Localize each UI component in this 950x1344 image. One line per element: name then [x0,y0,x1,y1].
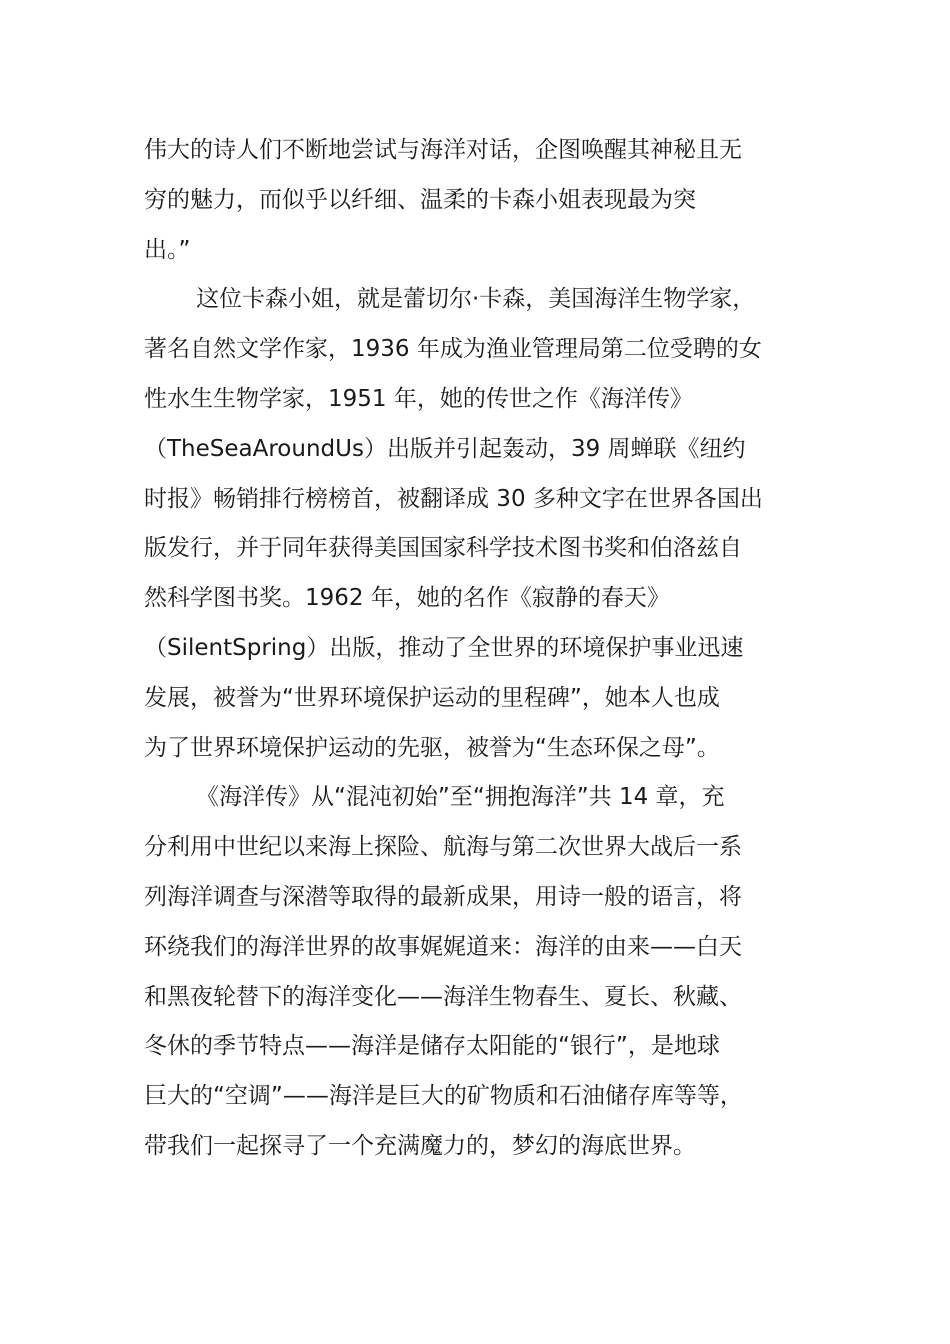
text-line: 和黑夜轮替下的海洋变化——海洋生物春生、夏长、秋藏、 [144,983,742,1010]
text-line: 分利用中世纪以来海上探险、航海与第二次世界大战后一系 [144,834,742,861]
text-line: 环绕我们的海洋世界的故事娓娓道来：海洋的由来——白天 [144,933,742,960]
text-line: 然科学图书奖。1962 年，她的名作《寂静的春天》 [144,585,670,612]
text-line: 伟大的诗人们不断地尝试与海洋对话，企图唤醒其神秘且无 [144,137,742,163]
text-line: （TheSeaAroundUs）出版并引起轰动，39 周蝉联《纽约 [144,435,746,462]
text-line: 列海洋调查与深潜等取得的最新成果，用诗一般的语言，将 [144,883,742,910]
body-text [144,126,824,1172]
paragraph-start-line: 这位卡森小姐，就是蕾切尔·卡森，美国海洋生物学家， [196,286,756,313]
text-line: 穷的魅力，而似乎以纤细、温柔的卡森小姐表现最为突 [144,186,696,213]
text-line: 版发行，并于同年获得美国国家科学技术图书奖和伯洛兹自 [144,535,742,562]
text-line: 著名自然文学作家，1936 年成为渔业管理局第二位受聘的女 [144,336,762,363]
text-line: 冬休的季节特点——海洋是储存太阳能的“银行”，是地球 [144,1033,720,1060]
text-line: 性水生生物学家，1951 年，她的传世之作《海洋传》 [144,385,693,412]
text-line: 时报》畅销排行榜榜首，被翻译成 30 多种文字在世界各国出 [144,485,763,512]
text-line: 发展，被誉为“世界环境保护运动的里程碑”，她本人也成 [144,684,720,711]
text-line: 为了世界环境保护运动的先驱，被誉为“生态环保之母”。 [144,734,720,761]
text-line: 巨大的“空调”——海洋是巨大的矿物质和石油储存库等等， [144,1083,743,1110]
text-line: 出。” [144,236,191,263]
text-line: 带我们一起探寻了一个充满魔力的，梦幻的海底世界。 [144,1132,696,1159]
paragraph-start-line: 《海洋传》从“混沌初始”至“拥抱海洋”共 14 章，充 [196,784,725,811]
text-line: （SilentSpring）出版，推动了全世界的环境保护事业迅速 [144,634,744,661]
